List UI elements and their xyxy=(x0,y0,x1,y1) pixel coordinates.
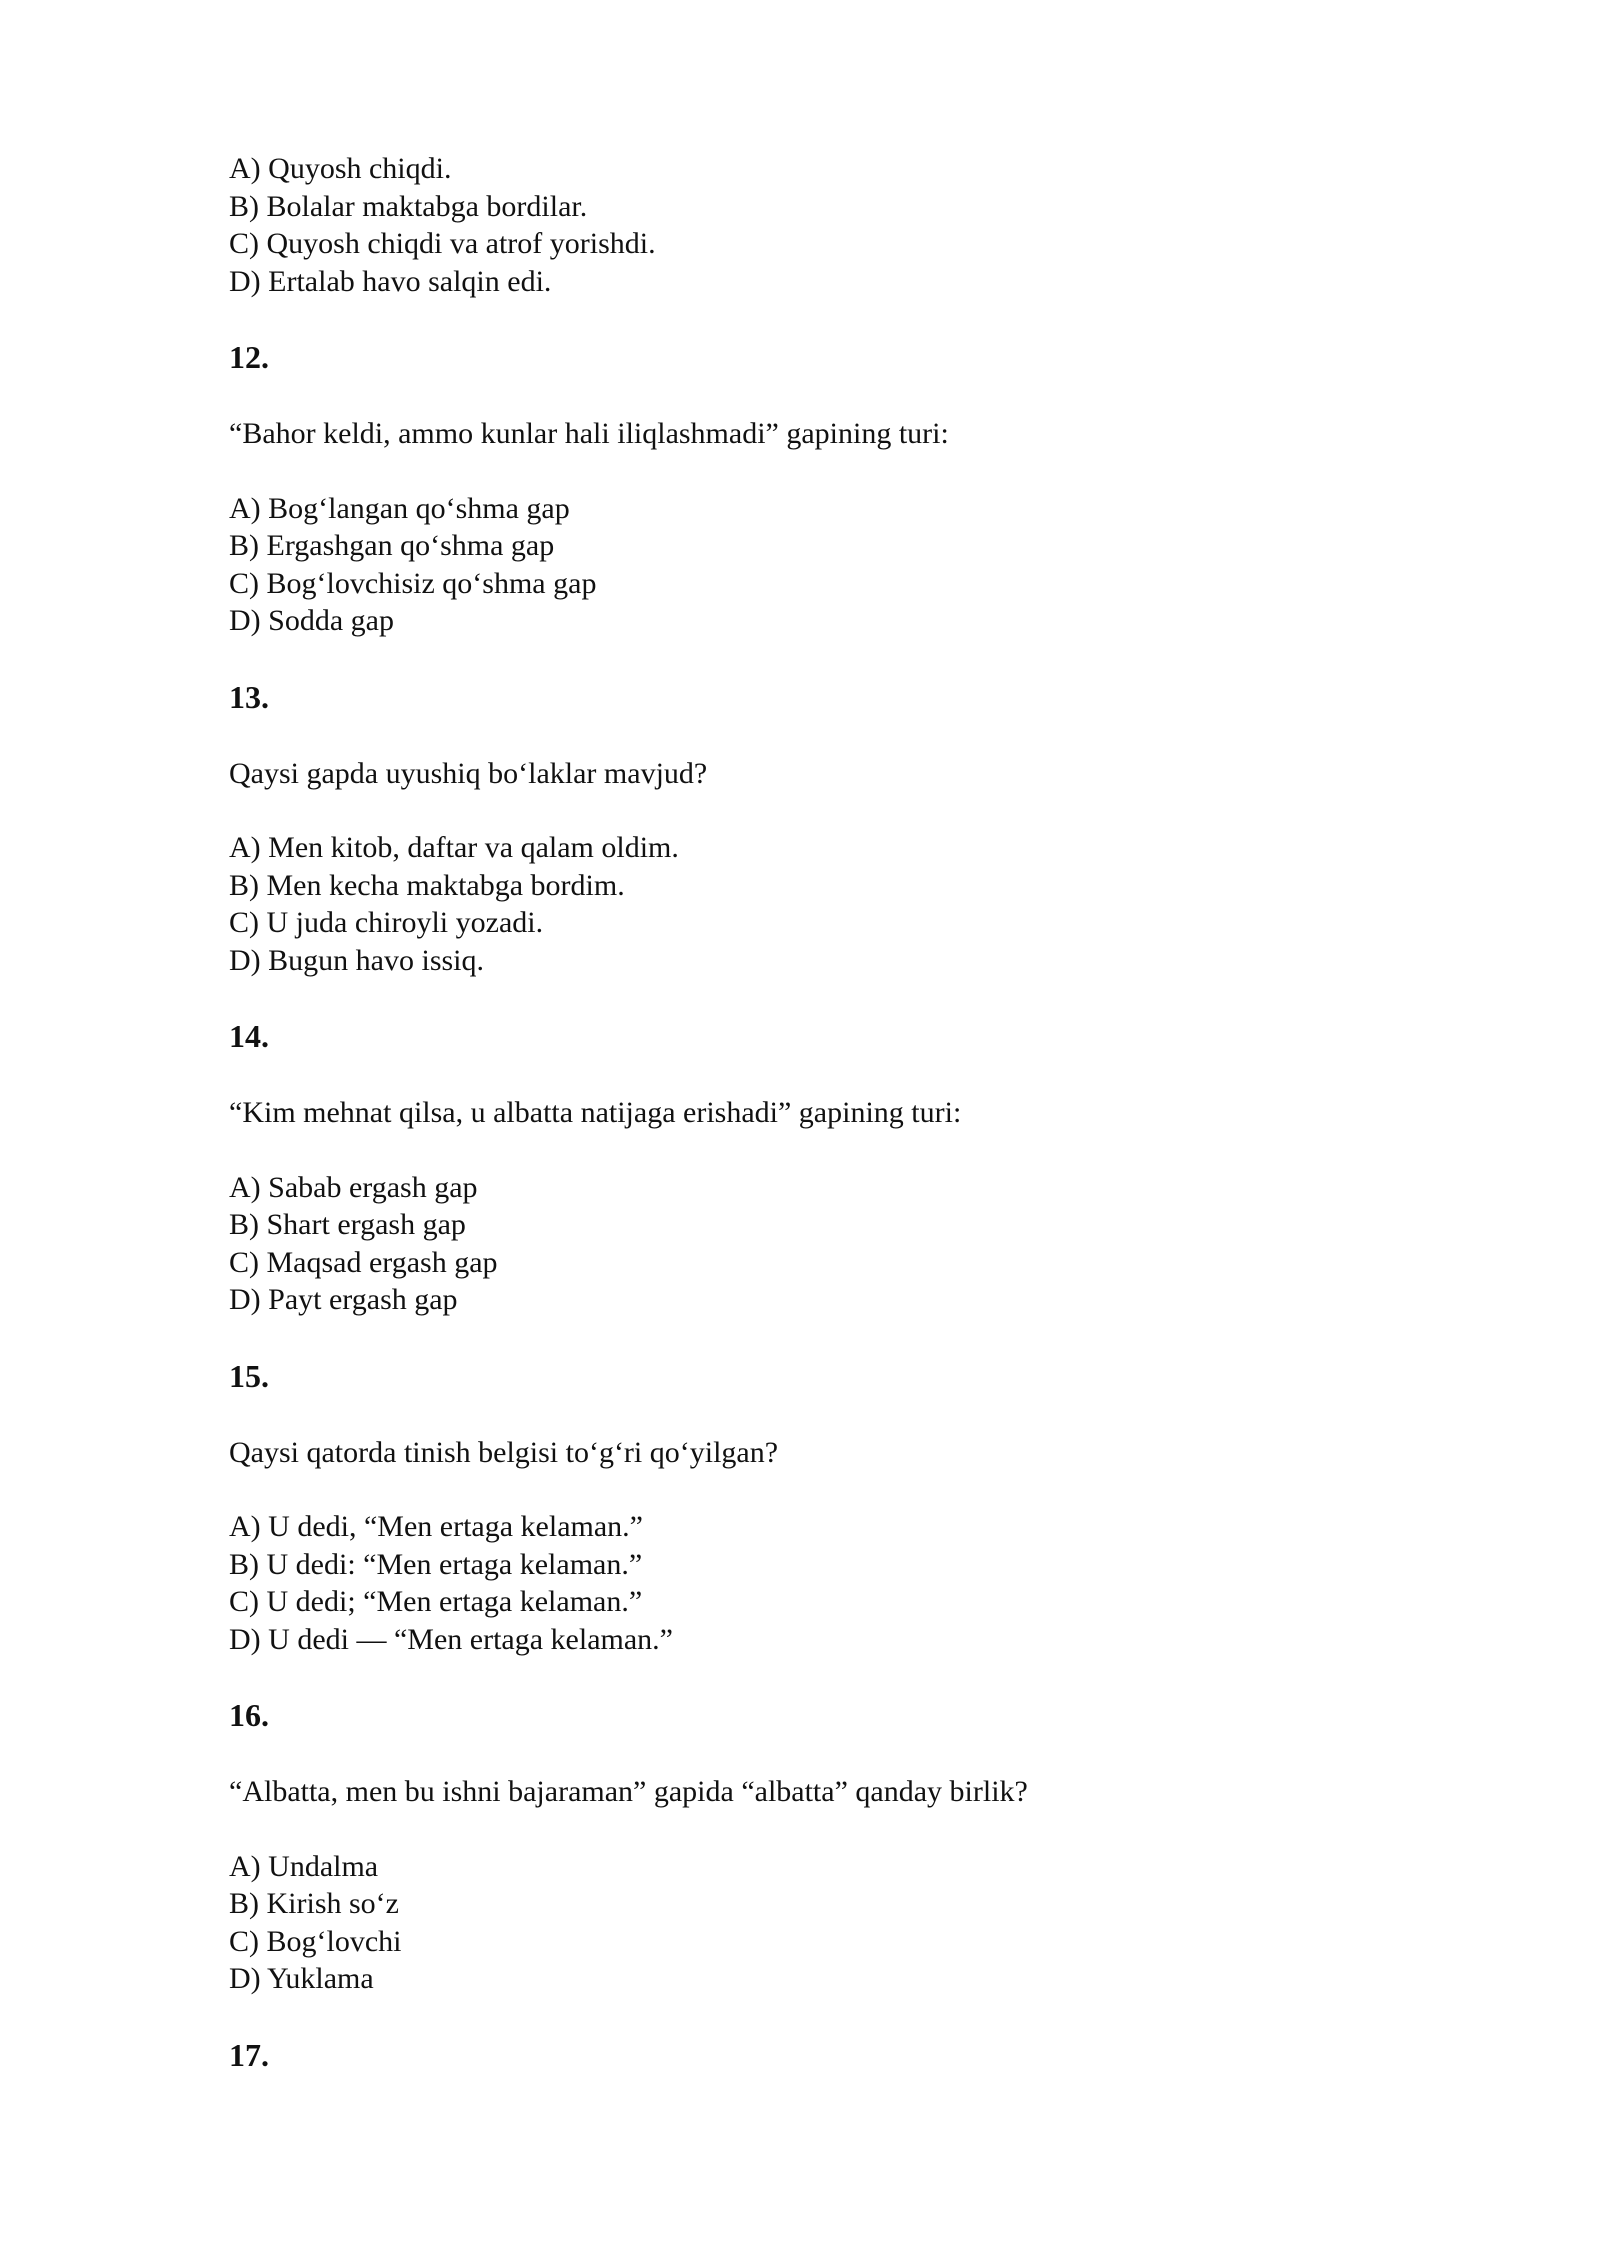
option-b: B) Men kecha maktabga bordim. xyxy=(229,868,625,902)
question-15 xyxy=(229,1356,1409,1659)
question-number: 13. xyxy=(229,678,269,715)
option-b: B) Ergashgan qo‘shma gap xyxy=(229,529,555,562)
option-list xyxy=(229,490,1409,640)
question-text: Qaysi qatorda tinish belgisi to‘g‘ri qo‘yilgan? xyxy=(229,1435,779,1469)
option-b: B) Bolalar maktabga bordilar. xyxy=(229,189,588,223)
question-number: 14. xyxy=(229,1018,269,1054)
option-c: C) Bog‘lovchi xyxy=(229,1924,402,1958)
option-b: B) Shart ergash gap xyxy=(229,1208,466,1241)
option-a: A) Quyosh chiqdi. xyxy=(229,152,452,185)
question-12 xyxy=(229,337,1409,640)
question-number: 17. xyxy=(229,2036,269,2073)
option-c: C) Quyosh chiqdi va atrof yorishdi. xyxy=(229,227,656,260)
option-c: C) Bog‘lovchisiz qo‘shma gap xyxy=(229,566,597,600)
option-list xyxy=(229,1508,1409,1658)
question-13 xyxy=(229,677,1409,980)
question-number: 15. xyxy=(229,1357,269,1394)
question-text: Qaysi gapda uyushiq bo‘laklar mavjud? xyxy=(229,756,708,790)
option-a: A) Men kitob, daftar va qalam oldim. xyxy=(229,831,679,864)
option-b: B) U dedi: “Men ertaga kelaman.” xyxy=(229,1547,643,1581)
option-a: A) Sabab ergash gap xyxy=(229,1170,478,1204)
question-17 xyxy=(229,2035,1409,2075)
option-list-11 xyxy=(229,150,1409,300)
option-list xyxy=(229,829,1409,979)
question-16 xyxy=(229,1695,1409,1998)
option-c: C) Maqsad ergash gap xyxy=(229,1245,498,1279)
option-d: D) Bugun havo issiq. xyxy=(229,943,484,977)
option-b: B) Kirish so‘z xyxy=(229,1887,399,1920)
question-14 xyxy=(229,1016,1409,1319)
option-c: C) U dedi; “Men ertaga kelaman.” xyxy=(229,1585,643,1618)
option-d: D) Yuklama xyxy=(229,1962,374,1995)
option-c: C) U juda chiroyli yozadi. xyxy=(229,906,544,939)
question-number: 12. xyxy=(229,339,269,375)
option-a: A) U dedi, “Men ertaga kelaman.” xyxy=(229,1510,643,1543)
question-text: “Albatta, men bu ishni bajaraman” gapida “albatta” qanday birlik? xyxy=(229,1775,1028,1808)
document-page xyxy=(229,150,1409,2113)
option-list xyxy=(229,1848,1409,1998)
option-a: A) Bog‘langan qo‘shma gap xyxy=(229,491,570,525)
question-text: “Kim mehnat qilsa, u albatta natijaga erishadi” gapining turi: xyxy=(229,1096,962,1129)
option-a: A) Undalma xyxy=(229,1849,379,1883)
option-d: D) Ertalab havo salqin edi. xyxy=(229,264,552,298)
option-d: D) Sodda gap xyxy=(229,604,394,637)
option-d: D) Payt ergash gap xyxy=(229,1283,458,1316)
question-number: 16. xyxy=(229,1697,269,1733)
option-list xyxy=(229,1169,1409,1319)
question-text: “Bahor keldi, ammo kunlar hali iliqlashmadi” gapining turi: xyxy=(229,417,949,450)
option-d: D) U dedi — “Men ertaga kelaman.” xyxy=(229,1622,673,1656)
